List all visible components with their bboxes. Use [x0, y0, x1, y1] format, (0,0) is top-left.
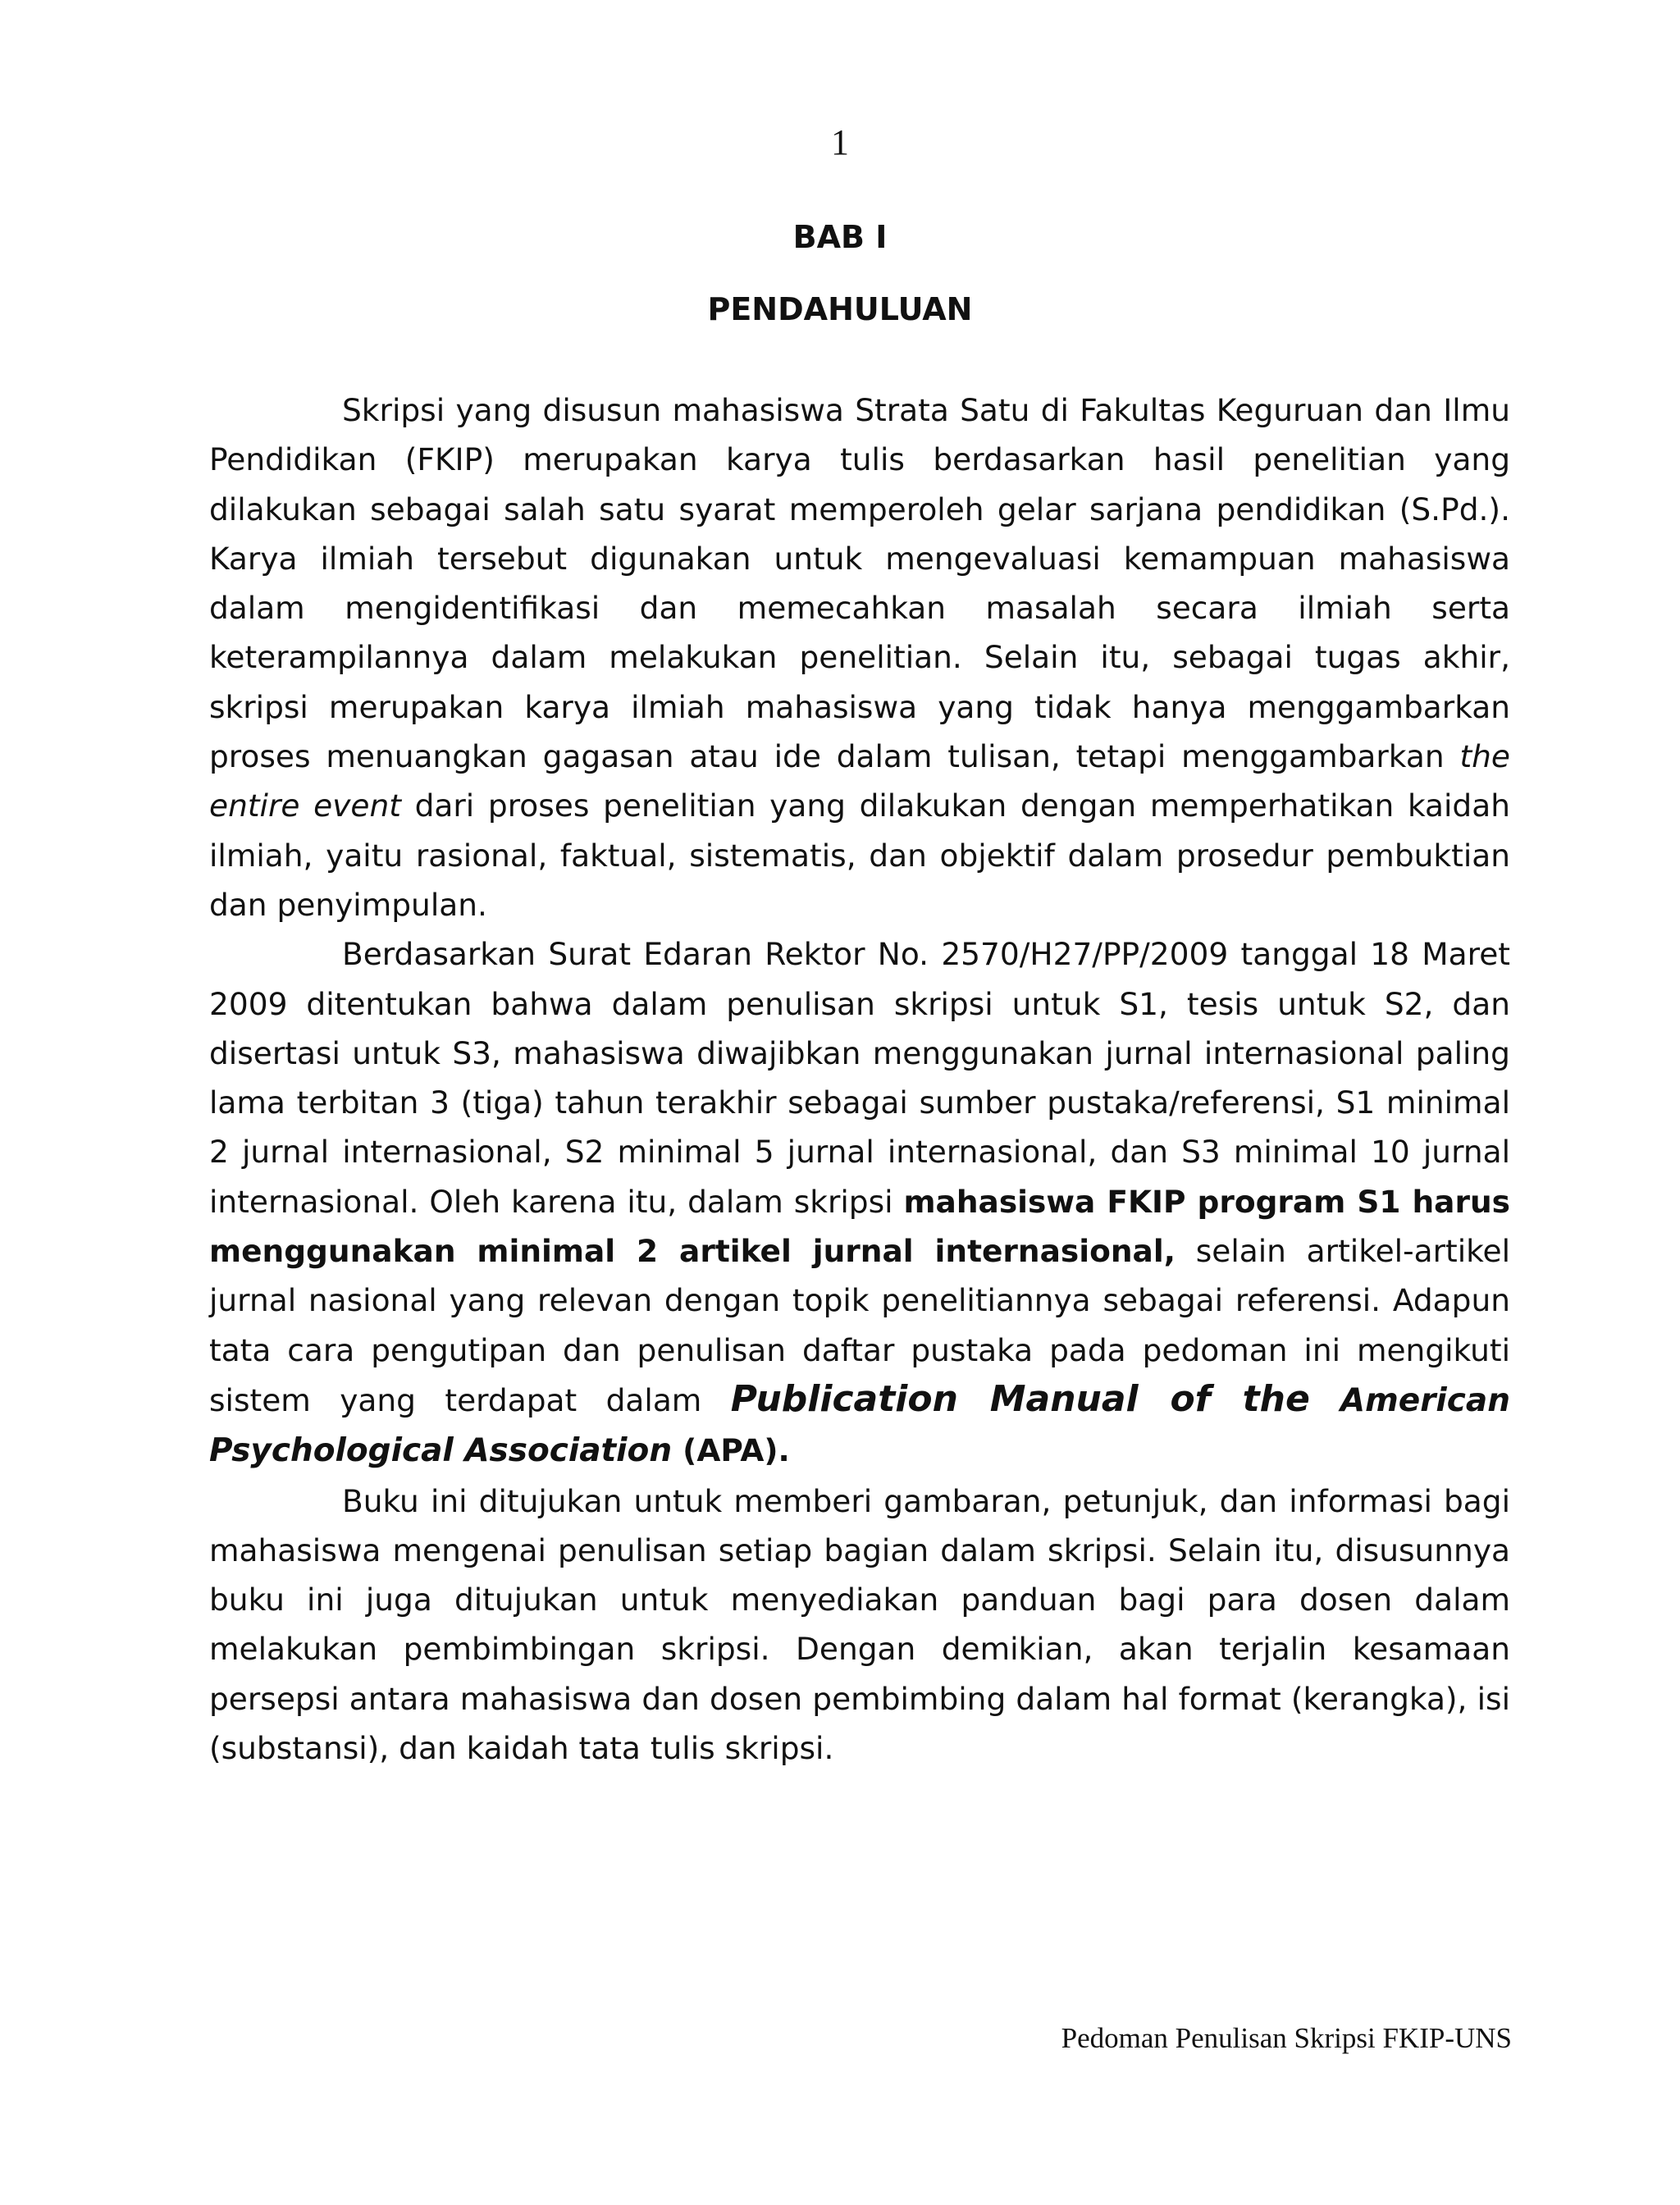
page-footer: Pedoman Penulisan Skripsi FKIP-UNS: [1061, 2022, 1512, 2054]
apa-abbreviation: (APA).: [672, 1432, 790, 1469]
chapter-title: PENDAHULUAN: [707, 291, 973, 327]
paragraph-1-text-a: Skripsi yang disusun mahasiswa Strata Satu di Fakultas Keguruan dan Ilmu Pendidikan (FKIP) merupakan karya tulis berdasarkan hasil penelitian yang dilakukan sebagai salah satu syarat memperoleh gelar sarjana pendidikan (S.Pd.). Karya ilmiah tersebut digunakan untuk mengevaluasi kemampuan mahasiswa dalam mengidentifikasi dan memecahkan masalah secara ilmiah serta keterampilannya dalam melakukan penelitian. Selain itu, sebagai tugas akhir, skripsi merupakan karya ilmiah mahasiswa yang tidak hanya menggambarkan proses menuangkan gagasan atau ide dalam tulisan, tetapi menggambarkan: [209, 392, 1510, 775]
paragraph-1-text-b: dari proses penelitian yang dilakukan dengan memperhatikan kaidah ilmiah, yaitu rasional, faktual, sistematis, dan objektif dalam prosedur pembuktian dan penyimpulan.: [209, 788, 1510, 923]
paragraph-1: [209, 386, 1510, 929]
chapter-label: BAB I: [792, 219, 888, 255]
page-number: 1: [831, 122, 849, 162]
body-text: [209, 386, 1510, 1773]
paragraph-3: [209, 1477, 1510, 1774]
apa-manual-title-part-2: American Psychological Association: [209, 1381, 1511, 1470]
paragraph-3-text: Buku ini ditujukan untuk memberi gambaran, petunjuk, dan informasi bagi mahasiswa mengenai penulisan setiap bagian dalam skripsi. Selain itu, disusunnya buku ini juga ditujukan untuk menyediakan panduan bagi para dosen dalam melakukan pembimbingan skripsi. Dengan demikian, akan terjalin kesamaan persepsi antara mahasiswa dan dosen pembimbing dalam hal format (kerangka), isi (substansi), dan kaidah tata tulis skripsi.: [209, 1482, 1510, 1767]
paragraph-1-italic-phrase: the entire event: [209, 738, 1510, 824]
paragraph-2-text-b: selain artikel-artikel jurnal nasional yang relevan dengan topik penelitiannya sebagai referensi. Adapun tata cara pengutipan dan penulisan daftar pustaka pada pedoman ini mengikuti sistem yang terdapat dalam: [209, 1233, 1510, 1418]
paragraph-2-text-a: Berdasarkan Surat Edaran Rektor No. 2570/H27/PP/2009 tanggal 18 Maret 2009 ditentukan bahwa dalam penulisan skripsi untuk S1, tesis untuk S2, dan disertasi untuk S3, mahasiswa diwajibkan menggunakan jurnal internasional paling lama terbitan 3 (tiga) tahun terakhir sebagai sumber pustaka/referensi, S1 minimal 2 jurnal internasional, S2 minimal 5 jurnal internasional, dan S3 minimal 10 jurnal internasional. Oleh karena itu, dalam skripsi: [209, 936, 1510, 1220]
paragraph-2: [209, 929, 1510, 1476]
apa-manual-title-part-1: Publication Manual of the: [730, 1377, 1310, 1420]
paragraph-2-bold-requirement: mahasiswa FKIP program S1 harus menggunakan minimal 2 artikel jurnal internasional,: [209, 1183, 1510, 1270]
